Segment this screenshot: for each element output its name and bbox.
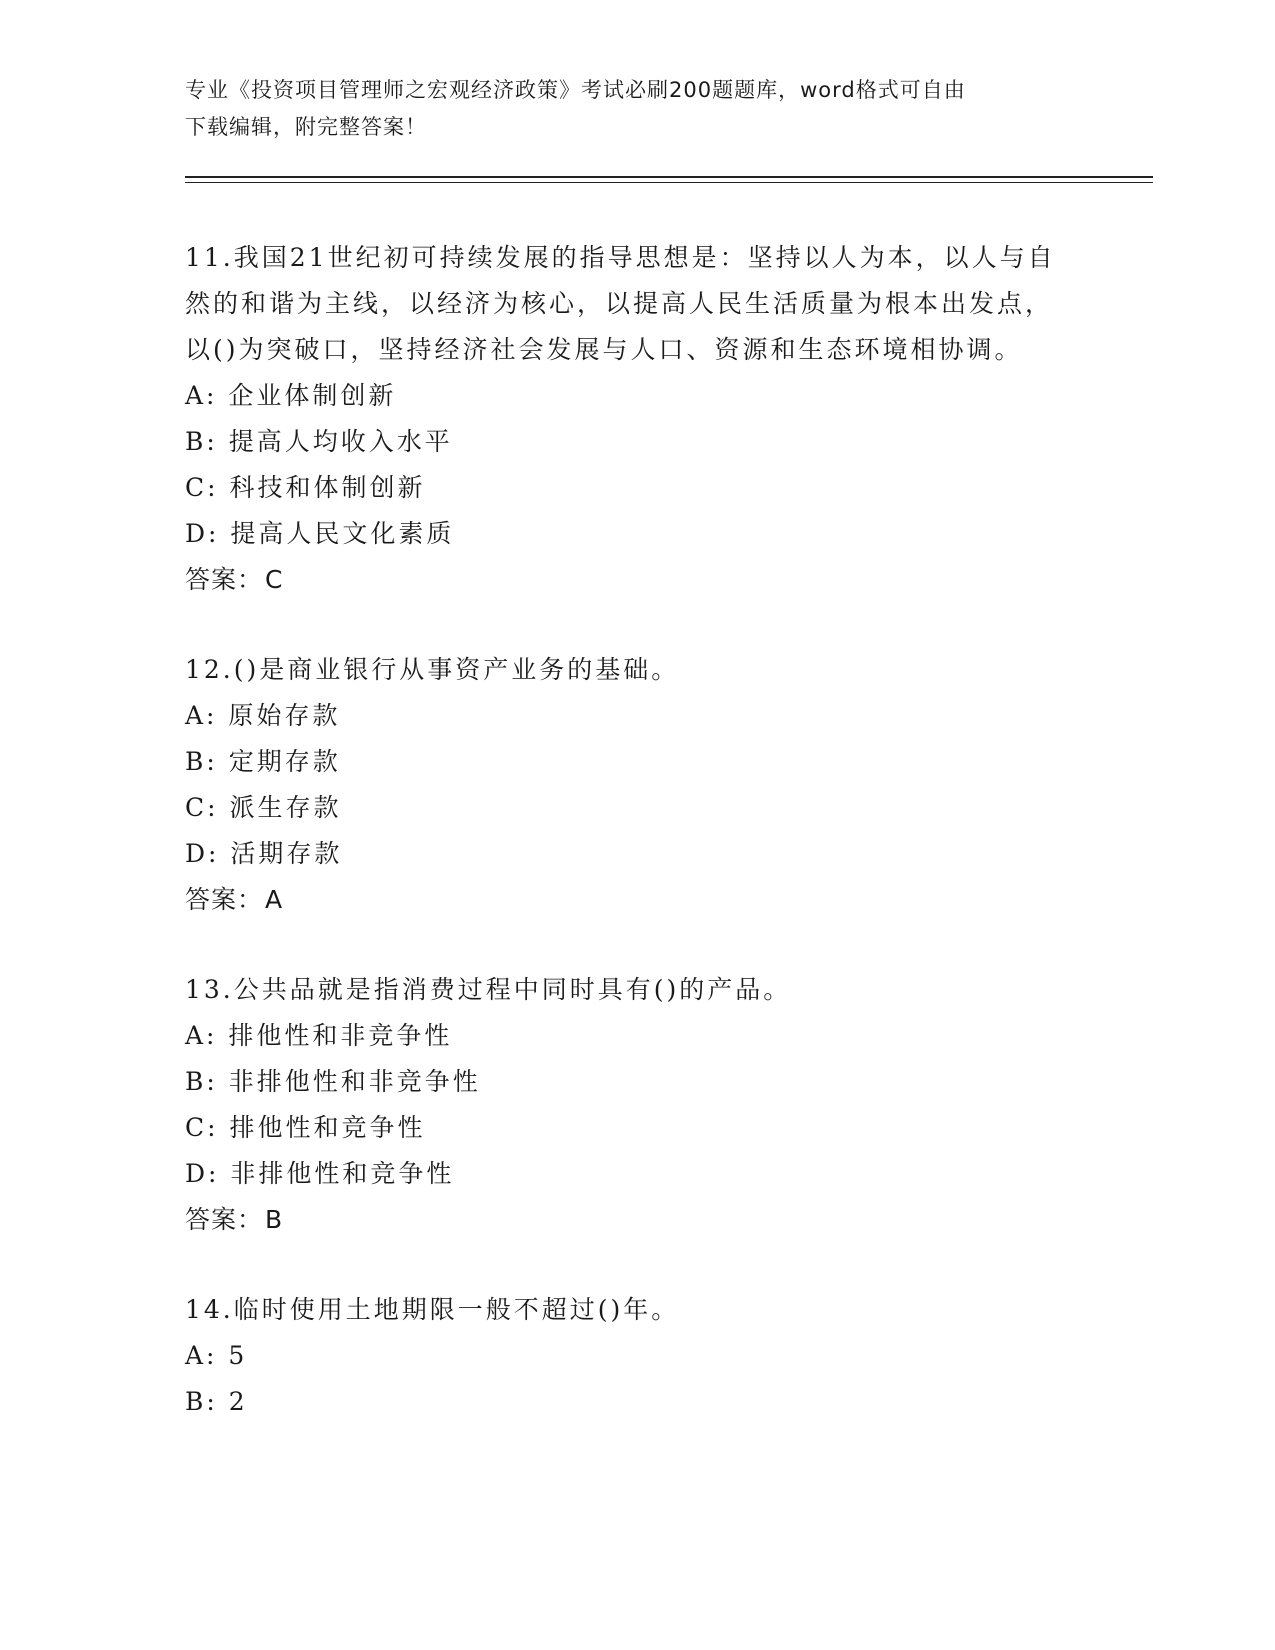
header-divider-thin [185,182,1153,183]
answer-line [185,877,1075,923]
question-stem: 14.临时使用土地期限一般不超过()年。 [185,1295,680,1324]
question-11 [185,235,1075,603]
question-12 [185,647,1075,923]
option-b: B: 2 [185,1387,248,1416]
option-d: D: 活期存款 [185,839,343,868]
option-a: A: 企业体制创新 [185,381,397,410]
option-a: A: 原始存款 [185,701,341,730]
answer-value: A [265,885,284,914]
question-stem: 12.()是商业银行从事资产业务的基础。 [185,655,680,684]
option-d: D: 提高人民文化素质 [185,519,455,548]
option-c: C: 科技和体制创新 [185,473,426,502]
option-d: D: 非排他性和竞争性 [185,1159,455,1188]
question-stem: 11.我国21世纪初可持续发展的指导思想是：坚持以人为本，以人与自然的和谐为主线，以经济为核心，以提高人民生活质量为根本出发点，以()为突破口，坚持经济社会发展与人口、资源和生态环境相协调。 [185,243,1056,364]
document-header [185,72,1065,146]
option-c: C: 排他性和竞争性 [185,1113,426,1142]
option-c: C: 派生存款 [185,793,342,822]
option-b: B: 提高人均收入水平 [185,427,453,456]
answer-label: 答案： [185,885,264,914]
answer-label: 答案： [185,1205,264,1234]
header-title-line-2: 下载编辑，附完整答案！ [185,115,427,139]
answer-line [185,1197,1075,1243]
answer-line [185,557,1075,603]
answer-label: 答案： [185,565,264,594]
question-14 [185,1287,1075,1425]
answer-value: B [265,1205,284,1234]
header-divider-thick [185,176,1153,178]
question-list [185,235,1075,1425]
question-stem: 13.公共品就是指消费过程中同时具有()的产品。 [185,975,792,1004]
option-a: A: 排他性和非竞争性 [185,1021,453,1050]
question-13 [185,967,1075,1243]
header-title-line-1: 专业《投资项目管理师之宏观经济政策》考试必刷200题题库，word格式可自由 [185,78,966,102]
option-b: B: 定期存款 [185,747,341,776]
option-a: A: 5 [185,1341,248,1370]
option-b: B: 非排他性和非竞争性 [185,1067,481,1096]
answer-value: C [265,565,284,594]
